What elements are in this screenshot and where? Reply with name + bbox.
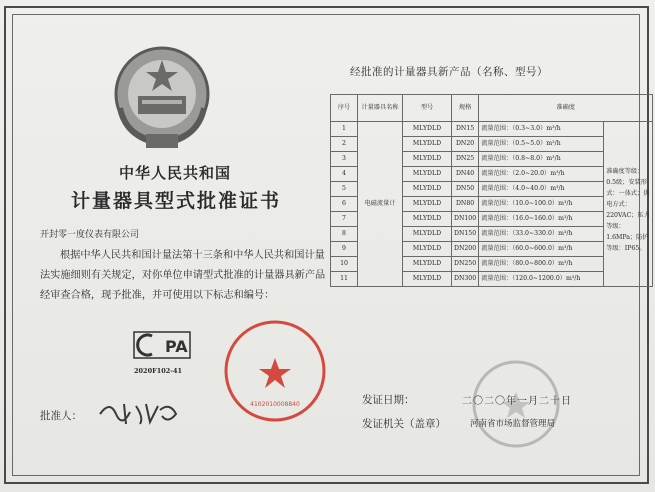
row-range: 流量范围：（33.0~330.0）m³/h <box>479 227 604 242</box>
issue-date: 二〇二〇年一月二十日 <box>462 396 572 407</box>
product-table <box>330 94 653 287</box>
row-spec: DN25 <box>452 152 479 167</box>
row-number: 8 <box>331 227 358 242</box>
row-number: 11 <box>331 272 358 287</box>
svg-text:4102010008840: 4102010008840 <box>250 401 300 408</box>
row-range: 流量范围：（120.0~1200.0）m³/h <box>479 272 604 287</box>
country-title: 中华人民共和国 <box>118 164 231 182</box>
row-model: MLYDLD <box>403 227 452 242</box>
row-number: 7 <box>331 212 358 227</box>
row-number: 3 <box>331 152 358 167</box>
row-spec: DN150 <box>452 227 479 242</box>
row-number: 10 <box>331 257 358 272</box>
row-model: MLYDLD <box>403 137 452 152</box>
row-number: 9 <box>331 242 358 257</box>
row-model: MLYDLD <box>403 212 452 227</box>
svg-text:PA: PA <box>165 337 188 356</box>
company-stamp-icon <box>222 318 328 424</box>
row-spec: DN200 <box>452 242 479 257</box>
product-list-heading: 经批准的计量器具新产品（名称、型号） <box>350 66 548 78</box>
row-range: 流量范围：（0.3~3.0）m³/h <box>479 122 604 137</box>
row-model: MLYDLD <box>403 272 452 287</box>
product-name: 电磁流量计 <box>358 122 403 287</box>
row-model: MLYDLD <box>403 167 452 182</box>
company-name: 开封零一度仪表有限公司 <box>40 230 140 240</box>
issuer-label: 发证机关（盖章） <box>362 418 446 430</box>
approver-label: 批准人： <box>40 410 82 422</box>
row-model: MLYDLD <box>403 122 452 137</box>
approval-text: 根据中华人民共和国计量法第十三条和中华人民共和国计量法实施细则有关规定，对你单位申请型式批准的计量器具新产品经审查合格，现予批准，并可使用以下标志和编号： <box>40 250 326 301</box>
table-header-row <box>331 95 653 122</box>
row-model: MLYDLD <box>403 152 452 167</box>
row-range: 流量范围：（0.5~5.0）m³/h <box>479 137 604 152</box>
certificate-title: 计量器具型式批准证书 <box>70 190 281 212</box>
row-model: MLYDLD <box>403 242 452 257</box>
row-number: 4 <box>331 167 358 182</box>
row-range: 流量范围：（80.0~800.0）m³/h <box>479 257 604 272</box>
row-spec: DN80 <box>452 197 479 212</box>
row-range: 流量范围：（60.0~600.0）m³/h <box>479 242 604 257</box>
row-model: MLYDLD <box>403 182 452 197</box>
national-emblem-icon <box>106 38 218 156</box>
header-spec: 规格 <box>452 95 479 122</box>
header-no: 序号 <box>331 95 358 122</box>
row-number: 1 <box>331 122 358 137</box>
row-model: MLYDLD <box>403 257 452 272</box>
row-spec: DN20 <box>452 137 479 152</box>
row-spec: DN15 <box>452 122 479 137</box>
row-range: 流量范围：（16.0~160.0）m³/h <box>479 212 604 227</box>
cpa-mark-icon <box>132 326 192 362</box>
row-number: 2 <box>331 137 358 152</box>
row-range: 流量范围：（10.0~100.0）m³/h <box>479 197 604 212</box>
signature-icon <box>96 396 186 428</box>
row-range: 流量范围：（2.0~20.0）m³/h <box>479 167 604 182</box>
table-row <box>331 122 653 137</box>
row-range: 流量范围：（0.8~8.0）m³/h <box>479 152 604 167</box>
row-range: 流量范围：（4.0~40.0）m³/h <box>479 182 604 197</box>
accuracy-notes: 准确度等级：0.5级；安装形式：一体式；供电方式：220VAC；压力等级：1.6MPa；防护等级：IP65。 <box>604 122 653 287</box>
row-spec: DN40 <box>452 167 479 182</box>
row-number: 5 <box>331 182 358 197</box>
header-name: 计量器具名称 <box>358 95 403 122</box>
header-accuracy: 准确度 <box>479 95 653 122</box>
issue-date-label: 发证日期： <box>362 394 415 406</box>
issuing-authority: 河南省市场监督管理局 <box>470 419 556 429</box>
row-spec: DN300 <box>452 272 479 287</box>
row-model: MLYDLD <box>403 197 452 212</box>
row-spec: DN50 <box>452 182 479 197</box>
row-number: 6 <box>331 197 358 212</box>
cpa-code: 2020F102-41 <box>134 367 183 375</box>
row-spec: DN250 <box>452 257 479 272</box>
row-spec: DN100 <box>452 212 479 227</box>
header-model: 型号 <box>403 95 452 122</box>
